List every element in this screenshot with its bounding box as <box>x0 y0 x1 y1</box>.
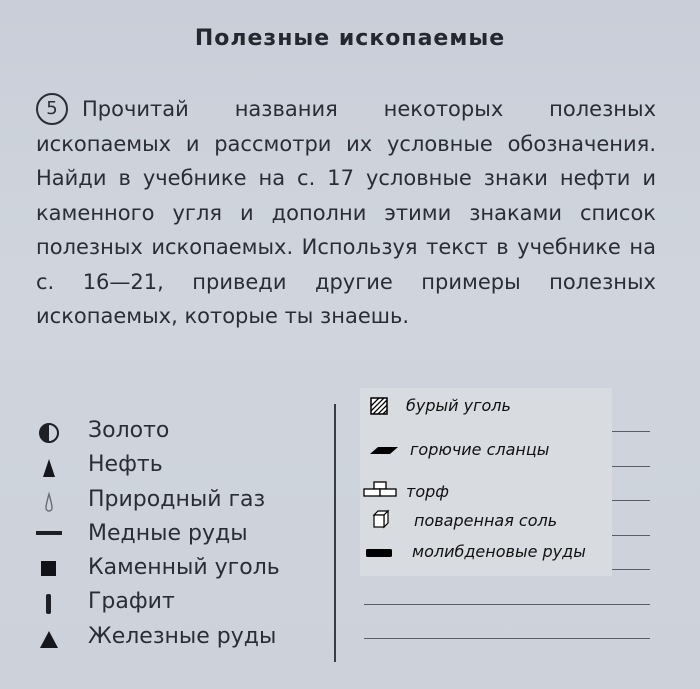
answer-line <box>364 604 650 605</box>
page-title: Полезные ископаемые <box>194 26 506 51</box>
task-text: Прочитай названия некоторых полезных ископаемых и рассмотри их условные обозначения. Найди в учебнике на с. 17 условные знаки нефти и каменного угля и дополни этими знаками список полезных ископаемых. Используя текст в учебнике на с. 16—21, приведи другие примеры полезных ископаемых, которые ты знаешь. <box>36 97 656 328</box>
legend-label: Природный газ <box>88 486 266 512</box>
legend-label: Медные руды <box>88 520 248 546</box>
answer-label: бурый уголь <box>406 396 511 415</box>
hatched-square-icon <box>362 394 398 418</box>
legend-label: Золото <box>88 418 170 443</box>
bricks-icon <box>362 480 398 504</box>
legend-label: Железные руды <box>88 623 277 649</box>
triangle-icon <box>36 626 62 652</box>
answer-label: поваренная соль <box>414 511 558 530</box>
legend-item-iron-ore <box>36 622 326 656</box>
legend-item-gold <box>36 416 326 450</box>
dash-icon <box>36 523 62 549</box>
answer-brown-coal <box>360 392 612 420</box>
parallelogram-icon <box>362 438 398 462</box>
column-divider <box>334 404 336 662</box>
drop-outline-icon <box>36 489 62 515</box>
legend-label: Каменный уголь <box>88 555 280 581</box>
answer-label: торф <box>406 482 449 501</box>
legend-item-oil <box>36 450 326 484</box>
legend-item-natural-gas <box>36 485 326 519</box>
legend-item-graphite <box>36 587 326 621</box>
black-rectangle-icon <box>362 540 398 564</box>
answer-line <box>364 638 650 639</box>
cube-icon <box>362 509 398 533</box>
legend-item-copper <box>36 519 326 553</box>
task-number: 5 <box>36 93 68 125</box>
answer-label: молибденовые руды <box>412 542 586 561</box>
legend-label: Графит <box>88 589 175 615</box>
answer-table-salt <box>360 507 612 535</box>
answer-molybdenum <box>360 538 612 566</box>
answer-oil-shale <box>360 436 612 464</box>
filled-answers-overlay <box>360 388 612 576</box>
vertical-bar-icon <box>36 591 62 617</box>
minerals-legend <box>36 416 326 656</box>
square-icon <box>36 557 62 583</box>
legend-item-coal <box>36 553 326 587</box>
task-text-block <box>36 92 656 334</box>
legend-label: Нефть <box>88 452 163 478</box>
answer-peat <box>360 478 612 506</box>
triangle-icon <box>36 454 62 480</box>
answer-label: горючие сланцы <box>410 440 550 459</box>
half-circle-icon <box>36 420 62 446</box>
